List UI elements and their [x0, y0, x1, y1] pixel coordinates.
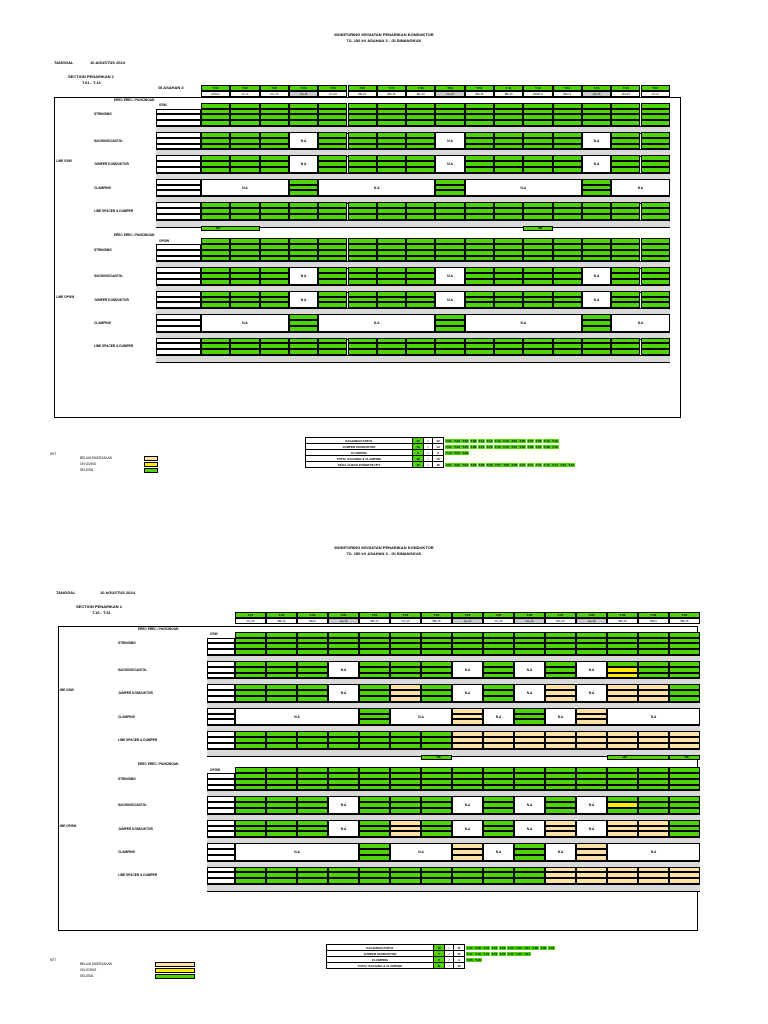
na-label: N.A	[340, 667, 347, 672]
tower-header: T.23	[421, 612, 452, 618]
tower-type: BB+18	[607, 618, 638, 624]
summary-tower-tag: T.05	[478, 462, 485, 467]
line-label: LINE GSW	[56, 159, 72, 164]
tower-header: T.05	[318, 85, 347, 91]
tower-header: T.27	[545, 612, 576, 618]
summary-slash: /	[445, 963, 454, 969]
legend-swatch	[155, 974, 195, 979]
section-range: T.16 - T.31	[92, 610, 111, 615]
activity-label: LINE SPACER & DUMPER	[118, 873, 158, 878]
summary-tower-tag: T.12	[486, 444, 493, 449]
legend-item: SELESAI	[80, 974, 94, 978]
erection-label: EREC EREC / PANCINGAN	[114, 97, 155, 102]
tower-type: BB+15	[669, 618, 700, 624]
na-label: N.A	[300, 138, 307, 143]
sheet-title: MONITORING KEGIATAN PENARIKAN KONDUKTOR	[334, 32, 434, 37]
tower-header: T.21	[359, 612, 390, 618]
tower-header: T.17	[235, 612, 266, 618]
na-label: N.A	[242, 320, 248, 325]
summary-tower-tag: T.13	[543, 438, 550, 443]
summary-tower-tag: T.05	[462, 438, 469, 443]
line-label: LINE OPGW	[56, 294, 75, 299]
legend-item: BELUM DIKERJAKAN	[80, 456, 112, 460]
na-label: N.A	[294, 849, 300, 854]
na-label: N.A	[294, 714, 300, 719]
tower-type: AA+15	[289, 91, 318, 97]
summary-slash: /	[424, 450, 433, 456]
tower-header: T.02	[230, 85, 259, 91]
na-label: N.A	[340, 691, 347, 696]
jb-marker: JB	[436, 755, 441, 760]
na-label: N.A	[242, 185, 248, 190]
line-label: LINE OPGW	[58, 823, 77, 828]
tower-type: CC+15	[318, 91, 347, 97]
summary-tower-tag: T.30	[540, 945, 547, 950]
summary-tower-tag: T.28	[532, 945, 539, 950]
summary-tower-tag: T.04	[470, 462, 477, 467]
summary-done: 12	[413, 438, 424, 444]
tower-type: CC+0	[230, 91, 259, 97]
activity-label: STRINGING	[118, 641, 136, 646]
na-label: N.A	[593, 297, 600, 302]
na-label: N.A	[300, 297, 307, 302]
section-label: SECTION PENARIKAN 2	[76, 604, 123, 609]
sheet-subtitle: T/L 150 kV ASAHAN 3 - GI SIMANGKUK	[346, 38, 422, 43]
summary-tower-tag: T.11	[478, 438, 485, 443]
summary-tower-tag: T.18	[475, 945, 481, 950]
activity-label: SAGGING/CANTOL	[118, 803, 148, 808]
na-label: N.A	[650, 849, 657, 854]
summary-done: 10	[434, 945, 445, 951]
tower-header: T.08	[406, 85, 435, 91]
tower-type: AA+18	[576, 618, 607, 624]
summary-activity: TOTAL SAGGING & CLAMPING	[327, 963, 434, 969]
legend-swatch	[155, 962, 195, 967]
legend-label: KET	[50, 958, 57, 962]
summary-tower-tag: T.15	[511, 444, 517, 449]
na-label: N.A	[495, 714, 502, 719]
summary-tower-tag: T.14	[552, 462, 558, 467]
na-label: N.A	[593, 138, 600, 143]
summary-total: 16	[433, 456, 444, 462]
activity-label: SAGGING/CANTOL	[94, 138, 124, 143]
tower-header: T.30	[638, 612, 669, 618]
wire-label: OPGW	[210, 767, 221, 772]
activity-label: JUMPER KONDUKTOR	[118, 691, 153, 696]
summary-tower-tag: T.15	[560, 462, 566, 467]
tower-header: T.20	[328, 612, 359, 618]
tower-type: BB+15	[377, 91, 406, 97]
tower-type: BB+15	[494, 91, 523, 97]
na-label: N.A	[300, 274, 307, 279]
activity-label: SAGGING/CANTOL	[118, 667, 148, 672]
summary-total: 4	[454, 957, 465, 963]
tower-type: DDSP+9	[523, 91, 552, 97]
summary-slash: /	[424, 444, 433, 450]
na-label: N.A	[526, 826, 533, 831]
tower-header: T.11	[494, 85, 523, 91]
tower-header: T.24	[452, 612, 483, 618]
tower-header: T.09	[435, 85, 464, 91]
summary-done: 3	[413, 450, 424, 456]
summary-total: 16	[433, 462, 444, 468]
summary-tower-tag: T.31	[548, 945, 555, 950]
wire-label: GSW	[210, 632, 218, 637]
summary-tower-tag: T.31	[524, 951, 530, 956]
na-label: N.A	[418, 714, 424, 719]
summary-activity: JUMPER KONDUKTOR	[306, 444, 413, 450]
wire-label: GSW	[159, 103, 167, 108]
section-range: T.01 - T.16	[82, 80, 101, 85]
summary-slash: /	[424, 438, 433, 444]
summary-tower-tag: T.09	[511, 462, 518, 467]
summary-total: 12	[433, 438, 444, 444]
summary-activity: JUMPER KONDUKTOR	[327, 951, 434, 957]
start-point: GI ASAHAN 3	[158, 85, 184, 90]
summary-tower-tag: T.22	[499, 951, 506, 956]
summary-tower-tag: T.16	[568, 462, 575, 467]
summary-done: 2	[434, 957, 445, 963]
summary-done: 13	[413, 444, 424, 450]
activity-label: STRINGING	[94, 112, 112, 117]
activity-label: STRINGING	[118, 776, 136, 781]
summary-tower-tag: T.02	[511, 438, 517, 443]
wire-label: OPGW	[159, 238, 170, 243]
na-label: N.A	[464, 803, 471, 808]
activity-label: CLAMPING	[118, 849, 135, 854]
na-label: N.A	[447, 138, 453, 143]
tower-header: T.10	[465, 85, 494, 91]
summary-tower-tag: T.03	[462, 462, 469, 467]
summary-done: 16	[413, 462, 424, 468]
tower-header: T.12	[523, 85, 552, 91]
na-label: N.A	[557, 849, 564, 854]
activity-label: LINE SPACER & DUMPER	[94, 344, 134, 349]
na-label: N.A	[300, 162, 307, 167]
activity-label: CLAMPING	[94, 185, 111, 190]
tower-type: CC+15	[235, 618, 266, 624]
summary-tower-tag: T.07	[535, 444, 542, 449]
jb-row	[607, 755, 669, 761]
erection-label: EREC EREC / PANCINGAN	[138, 626, 179, 631]
summary-tower-tag: T.18	[475, 951, 481, 956]
summary-tower-tag: T.09	[462, 450, 469, 455]
summary-activity: CLAMPING	[327, 957, 434, 963]
summary-tower-tag: T.02	[454, 462, 460, 467]
line-label: LINE GSW	[58, 688, 74, 693]
summary-tower-tag: T.16	[552, 444, 558, 449]
summary-tower-tag: T.13	[543, 462, 550, 467]
summary-tower-tag: T.11	[478, 444, 485, 449]
summary-tower-tag: T.25	[516, 951, 522, 956]
summary-total: 15	[454, 963, 465, 969]
na-label: N.A	[526, 691, 533, 696]
tower-type: AA+15	[328, 618, 359, 624]
tower-header: T.31	[669, 612, 700, 618]
na-label: N.A	[588, 826, 595, 831]
tower-type: BB+15	[421, 618, 452, 624]
summary-tower-tag: T.11	[527, 462, 534, 467]
date-label: TANGGAL	[54, 60, 74, 65]
summary-tower-tag: T.07	[527, 438, 534, 443]
summary-tower-tag: T.06	[519, 438, 526, 443]
activity-label: JUMPER KONDUKTOR	[94, 162, 129, 167]
summary-done: 11	[434, 963, 445, 969]
summary-tower-tag: T.23	[507, 951, 514, 956]
tower-header: T.15	[611, 85, 640, 91]
date-value: 10 AGUSTUS 2024	[90, 60, 125, 65]
summary-tower-tag: T.19	[483, 945, 490, 950]
summary-tower-tag: T.13	[494, 444, 501, 449]
summary-done: 16	[413, 456, 424, 462]
summary-tower-tag: T.12	[486, 438, 493, 443]
summary-tower-tag: T.08	[535, 438, 542, 443]
erection-label: EREC EREC / PANCINGAN	[114, 232, 155, 237]
sheet-title: MONITORING KEGIATAN PENARIKAN KONDUKTOR	[334, 545, 434, 550]
tower-type: BB+9	[297, 618, 328, 624]
date-value: 10 AGUSTUS 2024	[100, 590, 135, 595]
summary-tower-tag: T.01	[446, 444, 452, 449]
jb-marker: JB	[622, 755, 627, 760]
tower-header: T.28	[576, 612, 607, 618]
na-label: N.A	[520, 320, 527, 325]
tower-header: T.19	[297, 612, 328, 618]
na-label: N.A	[588, 803, 595, 808]
summary-activity: TOTAL SAGGING & CLAMPING	[306, 456, 413, 462]
na-label: N.A	[447, 162, 453, 167]
summary-tower-tag: T.17	[467, 951, 473, 956]
legend-item: BELUM DIKERJAKAN	[80, 962, 112, 966]
tower-type: CC+9	[641, 91, 670, 97]
activity-label: CLAMPING	[118, 714, 135, 719]
summary-tower-tag: T.08	[543, 444, 550, 449]
summary-total: 11	[454, 945, 465, 951]
summary-tower-tag: T.10	[519, 462, 526, 467]
na-label: N.A	[464, 826, 471, 831]
na-label: N.A	[495, 849, 502, 854]
na-label: N.A	[526, 803, 533, 808]
date-label: TANGGAL	[56, 590, 76, 595]
tower-type: AA+15	[435, 91, 464, 97]
tower-header: T.29	[607, 612, 638, 618]
summary-tower-tag: T.26	[467, 957, 473, 962]
tower-type: DDR+0	[201, 91, 230, 97]
legend-item: SELESAI	[80, 468, 94, 472]
activity-label: SAGGING/CANTOL	[94, 274, 124, 279]
na-label: N.A	[557, 714, 564, 719]
na-label: N.A	[340, 826, 347, 831]
summary-tower-tag: T.03	[454, 444, 460, 449]
na-label: N.A	[447, 297, 453, 302]
summary-activity: CLAMPING	[306, 450, 413, 456]
erection-label: EREC EREC / PANCINGAN	[138, 761, 179, 766]
tower-type: AA+15	[582, 91, 611, 97]
tower-header: T.15	[582, 85, 611, 91]
summary-total: 11	[454, 951, 465, 957]
summary-tower-tag: T.04	[454, 450, 460, 455]
tower-header: T.06	[348, 85, 377, 91]
na-label: N.A	[588, 667, 595, 672]
summary-activity: FINAL CHECK PUSERTIF,UPT	[306, 462, 413, 468]
tower-type: AA+15	[514, 618, 545, 624]
tower-header: T.22	[390, 612, 421, 618]
summary-tower-tag: T.27	[524, 945, 530, 950]
na-label: N.A	[593, 162, 600, 167]
summary-table	[326, 944, 558, 969]
activity-label: JUMPER KONDUKTOR	[118, 826, 153, 831]
na-label: N.A	[593, 274, 600, 279]
na-label: N.A	[374, 185, 380, 190]
summary-tower-tag: T.01	[446, 462, 452, 467]
summary-tower-tag: T.17	[467, 945, 473, 950]
na-label: N.A	[526, 667, 533, 672]
summary-tower-tag: T.21	[491, 945, 498, 950]
tower-type: DD+15	[611, 91, 640, 97]
activity-label: STRINGING	[94, 247, 112, 252]
summary-activity: SAGGING/CANTOL	[327, 945, 434, 951]
legend-item: ON GOING	[80, 462, 97, 466]
tower-type: DD+15	[545, 618, 576, 624]
activity-label: LINE SPACER & DUMPER	[94, 208, 134, 213]
summary-tower-tag: T.21	[491, 951, 498, 956]
tower-type: BB+12	[359, 618, 390, 624]
summary-tower-tag: T.30	[475, 957, 481, 962]
summary-tower-tag: T.06	[470, 444, 477, 449]
summary-slash: /	[424, 456, 433, 462]
tower-header: T.07	[377, 85, 406, 91]
summary-tower-tag: T.19	[483, 951, 490, 956]
activity-label: LINE SPACER & DUMPER	[118, 737, 158, 742]
legend-label: KET	[50, 452, 57, 456]
summary-tower-tag: T.06	[486, 462, 493, 467]
jb-marker: JB	[215, 226, 220, 231]
summary-slash: /	[424, 462, 433, 468]
summary-tower-tag: T.12	[535, 462, 542, 467]
tower-type: AA+15	[452, 618, 483, 624]
summary-tower-tag: T.15	[503, 438, 509, 443]
tower-header: T.18	[266, 612, 297, 618]
activity-label: CLAMPING	[94, 320, 111, 325]
summary-tower-tag: T.14	[446, 450, 452, 455]
summary-tower-tag: T.03	[454, 438, 460, 443]
jb-marker: JB	[684, 755, 689, 760]
summary-towers	[465, 963, 558, 969]
na-label: N.A	[418, 849, 424, 854]
summary-tower-tag: T.16	[552, 438, 558, 443]
tower-header: T.13	[553, 85, 582, 91]
summary-slash: /	[445, 945, 454, 951]
summary-tower-tag: T.01	[446, 438, 452, 443]
summary-tower-tag: T.13	[494, 438, 501, 443]
summary-tower-tag: T.13	[503, 444, 509, 449]
na-label: N.A	[588, 691, 595, 696]
summary-activity: SAGGING/CANTOL	[306, 438, 413, 444]
tower-type: BB+15	[266, 618, 297, 624]
tower-type: CC+15	[390, 618, 421, 624]
tower-type: CC+15	[483, 618, 514, 624]
summary-tower-tag: T.06	[470, 438, 477, 443]
summary-tower-tag: T.22	[499, 945, 506, 950]
tower-header: T.25	[483, 612, 514, 618]
summary-slash: /	[445, 957, 454, 963]
summary-tower-tag: T.23	[507, 945, 514, 950]
na-label: N.A	[464, 691, 471, 696]
na-label: N.A	[637, 185, 644, 190]
summary-tower-tag: T.07	[495, 462, 501, 467]
na-label: N.A	[374, 320, 380, 325]
summary-row	[327, 963, 558, 969]
tower-type: BB+15	[348, 91, 377, 97]
activity-label: JUMPER KONDUKTOR	[94, 297, 129, 302]
na-label: N.A	[447, 274, 453, 279]
summary-tower-tag: T.25	[516, 945, 522, 950]
summary-tower-tag: T.05	[462, 444, 469, 449]
na-label: N.A	[340, 803, 347, 808]
na-label: N.A	[650, 714, 657, 719]
na-label: N.A	[637, 320, 644, 325]
summary-slash: /	[445, 951, 454, 957]
na-label: N.A	[520, 185, 527, 190]
tower-type: BB+12	[553, 91, 582, 97]
summary-total: 3	[433, 450, 444, 456]
tower-header: T.16	[641, 85, 670, 91]
sheet-subtitle: T/L 150 kV ASAHAN 3 - GI SIMANGKUK	[346, 551, 422, 556]
section-label: SECTION PENARIKAN 1	[68, 74, 115, 79]
tower-type: EE+15	[406, 91, 435, 97]
tower-header: T.01	[201, 85, 230, 91]
tower-header: T.04	[289, 85, 318, 91]
tower-type: BB+15	[465, 91, 494, 97]
tower-type: CC+15	[260, 91, 289, 97]
legend-swatch	[155, 968, 195, 973]
summary-tower-tag: T.08	[503, 462, 509, 467]
legend-item: ON GOING	[80, 968, 97, 972]
summary-total: 13	[433, 444, 444, 450]
tower-header: T.26	[514, 612, 545, 618]
summary-tower-tag: T.06	[527, 444, 534, 449]
tower-type: BB+9	[638, 618, 669, 624]
jb-marker: JB	[537, 226, 543, 231]
na-label: N.A	[464, 667, 471, 672]
summary-done: 7	[434, 951, 445, 957]
row-separator	[207, 884, 700, 892]
tower-header: T.03	[260, 85, 289, 91]
summary-tower-tag: T.02	[519, 444, 526, 449]
